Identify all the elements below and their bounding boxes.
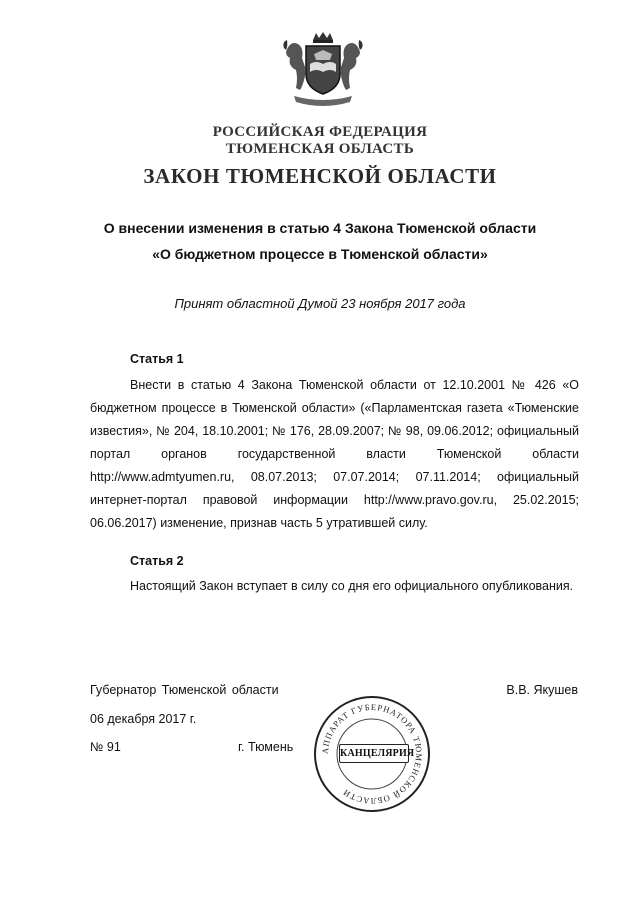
law-title-line-2: «О бюджетном процессе в Тюменской области»	[152, 246, 488, 262]
coat-of-arms-icon	[278, 30, 368, 112]
signatory-title: Губернатор Тюменской области	[90, 683, 279, 697]
signing-date: 06 декабря 2017 г.	[90, 712, 197, 726]
article-1-heading: Статья 1	[130, 352, 184, 366]
law-title-line-1: О внесении изменения в статью 4 Закона Тюменской области	[103, 220, 537, 236]
article-1-text: Внести в статью 4 Закона Тюменской области от 12.10.2001 № 426 «О бюджетном процессе в Тюменской области» («Парламентская газета «Тюменские известия», № 204, 18.10.2001; № 176, 28.09.2007; № 98, 09.06.2012; официальный портал органов государственной власти Тюменской области http://www.admtyumen.ru, 08.07.2013; 07.07.2014; 07.11.2014; официальный интернет-портал правовой информации http://www.pravo.gov.ru, 25.02.2015; 06.06.2017) изменение, признав часть 5 утратившей силу.	[90, 378, 579, 530]
country-heading: РОССИЙСКАЯ ФЕДЕРАЦИЯ	[212, 124, 428, 140]
region-heading: ТЮМЕНСКАЯ ОБЛАСТЬ	[225, 141, 415, 157]
adoption-note: Принят областной Думой 23 ноября 2017 года	[174, 296, 466, 311]
seal-ring-text: АППАРАТ ГУБЕРНАТОРА ТЮМЕНСКОЙ ОБЛАСТИ	[319, 701, 425, 807]
signatory-name: В.В. Якушев	[506, 683, 578, 697]
law-number: № 91	[90, 740, 121, 754]
signing-city: г. Тюмень	[238, 740, 294, 754]
article-2-text: Настоящий Закон вступает в силу со дня его официального опубликования.	[130, 579, 574, 593]
seal-center-label: КАНЦЕЛЯРИЯ	[339, 744, 409, 763]
document-type-heading: ЗАКОН ТЮМЕНСКОЙ ОБЛАСТИ	[143, 164, 497, 188]
article-2-heading: Статья 2	[130, 554, 184, 568]
